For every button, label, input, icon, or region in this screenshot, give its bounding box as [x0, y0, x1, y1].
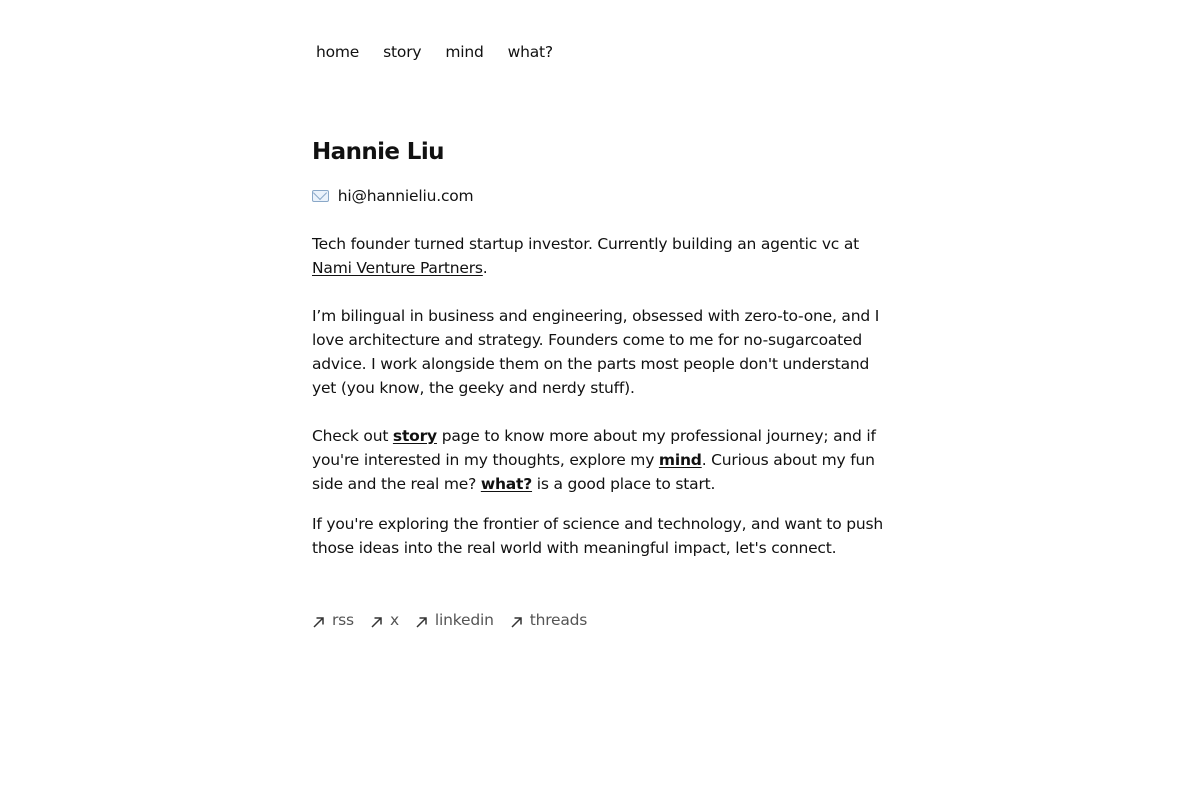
- intro-text: Tech founder turned startup investor. Currently building an agentic vc at: [312, 235, 860, 253]
- linkedin-label: linkedin: [434, 611, 494, 629]
- arrow-up-right-icon: [370, 615, 384, 629]
- what-link[interactable]: what?: [480, 475, 533, 493]
- nav-what-link[interactable]: what?: [507, 43, 553, 61]
- social-links: [312, 608, 587, 632]
- intro-end: .: [482, 259, 488, 277]
- checkout-text-4: is a good place to start.: [532, 475, 716, 493]
- email-address: hi@hannieliu.com: [337, 187, 474, 205]
- nav-home-link[interactable]: home: [316, 43, 360, 61]
- intro-paragraph: [312, 232, 888, 280]
- top-nav: [316, 40, 553, 64]
- threads-label: threads: [529, 611, 588, 629]
- about-paragraph: I’m bilingual in business and engineering, obsessed with zero-to-one, and I love architecture and strategy. Founders come to me for no-sugarcoated advice. I work alongside them on the parts most people don't understand yet (you know, the geeky and nerdy stuff).: [312, 307, 880, 397]
- nav-story-link[interactable]: story: [383, 43, 422, 61]
- envelope-icon: [312, 190, 329, 202]
- connect-paragraph: If you're exploring the frontier of science and technology, and want to push those ideas into the real world with meaningful impact, let's connect.: [312, 515, 883, 557]
- email-line: [312, 184, 473, 208]
- checkout-text-2: page to know more about my professional journey; and if you're interested in my thoughts, explore my: [312, 427, 876, 469]
- mind-link[interactable]: mind: [658, 451, 702, 469]
- rss-label: rss: [332, 611, 354, 629]
- x-label: x: [389, 611, 399, 629]
- rss-link[interactable]: [312, 608, 354, 632]
- nav-mind-link[interactable]: mind: [445, 43, 484, 61]
- checkout-paragraph: [312, 424, 888, 496]
- checkout-text-1: Check out: [312, 427, 393, 445]
- arrow-up-right-icon: [415, 615, 429, 629]
- x-link[interactable]: [370, 608, 399, 632]
- arrow-up-right-icon: [312, 615, 326, 629]
- threads-link[interactable]: [510, 608, 587, 632]
- arrow-up-right-icon: [510, 615, 524, 629]
- linkedin-link[interactable]: [415, 608, 494, 632]
- nami-venture-partners-link[interactable]: Nami Venture Partners: [312, 259, 483, 277]
- page-title: Hannie Liu: [312, 139, 444, 165]
- story-link[interactable]: story: [392, 427, 437, 445]
- checkout-text-3: . Curious about my fun side and the real me?: [312, 451, 875, 493]
